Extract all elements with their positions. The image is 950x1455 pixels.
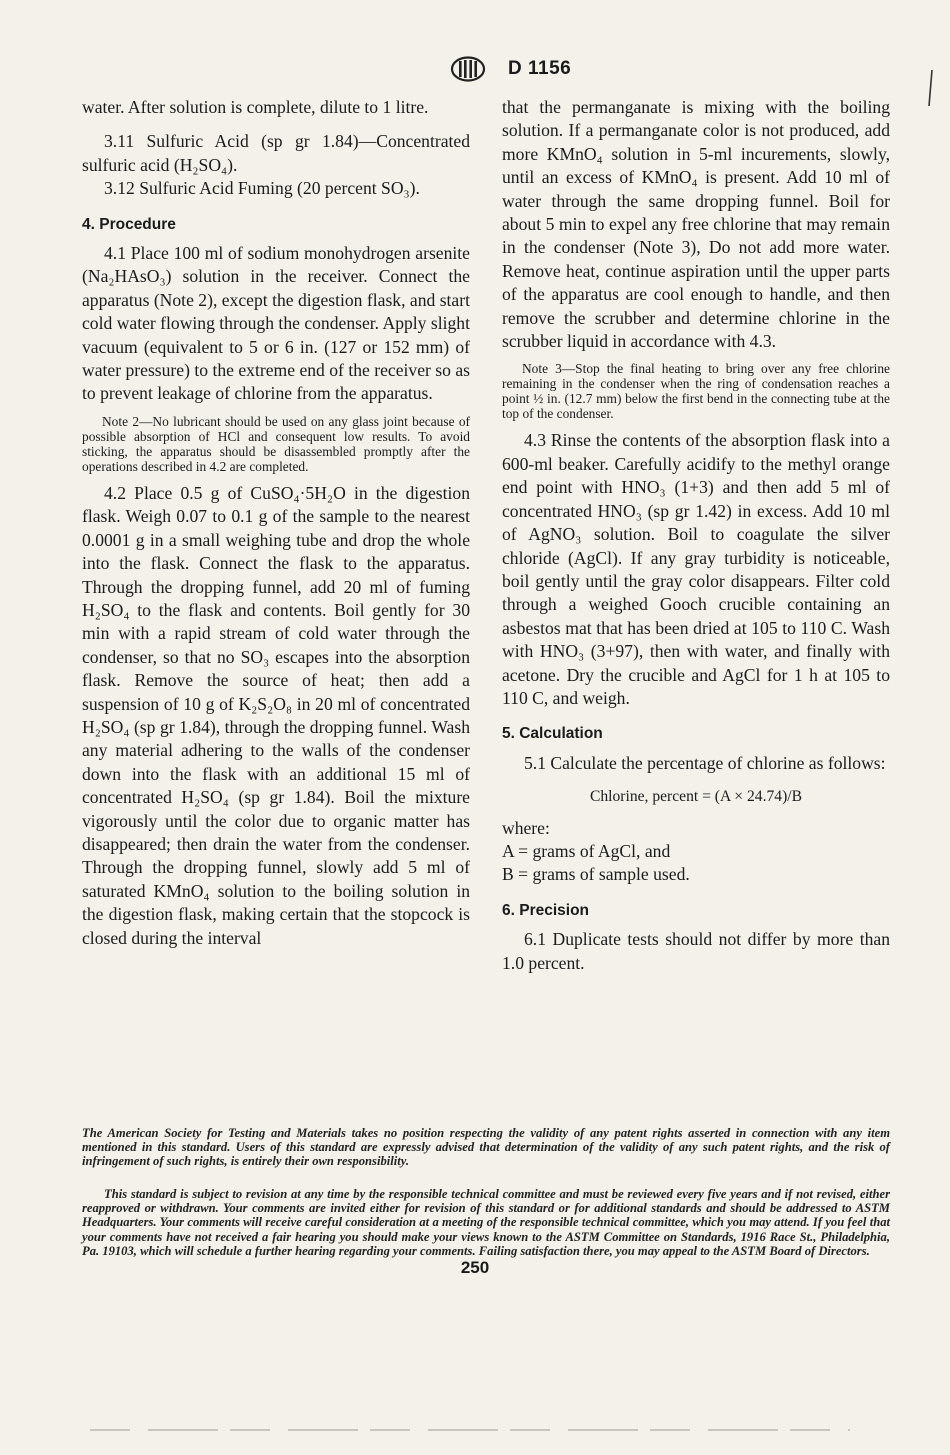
paragraph-5-1: 5.1 Calculate the percentage of chlorine as follows: bbox=[524, 752, 886, 773]
note-2: Note 2—No lubricant should be used on any glass joint because of possible absorption of HCl and consequent low results. To avoid sticking, the apparatus should be disassembled promptly after the operations described in 4.2 are completed. bbox=[82, 413, 470, 474]
paragraph-3-10-cont: water. After solution is complete, dilute to 1 litre. bbox=[82, 97, 429, 117]
patent-disclaimer: The American Society for Testing and Materials takes no position respecting the validity of any patent rights asserted in connection with any item mentioned in this standard. Users of this standard are expressly advised that determination of the validity of any such patent rights, and the risk of infringement of such rights, is entirely their own responsibility. bbox=[82, 1126, 890, 1169]
bottom-scan-rule bbox=[90, 1428, 850, 1432]
left-column bbox=[82, 96, 470, 950]
paragraph-6-1: 6.1 Duplicate tests should not differ by more than 1.0 percent. bbox=[502, 929, 890, 973]
chlorine-formula: Chlorine, percent = (A × 24.74)/B bbox=[589, 788, 803, 806]
astm-logo-icon bbox=[450, 56, 486, 82]
paragraph-4-2-cont: that the permanganate is mixing with the boiling solution. If a permanganate color is not produced, add more KMnO₄ solution in 5-ml incurements, slowly, until an excess of KMnO₄ is present. Add 10 ml of water through the same dropping funnel. Boil for about 5 min to expel any free chlorine that may remain in the condenser (Note 3), Do not add more water. Remove heat, continue aspiration until the upper parts of the apparatus are cool enough to handle, and then remove the scrubber and determine chlorine in the scrubber liquid in accordance with 4.3. bbox=[502, 97, 890, 352]
section-heading-precision: 6. Precision bbox=[502, 901, 590, 919]
formula-where: where: bbox=[502, 817, 550, 838]
formula-definition-b: B = grams of sample used. bbox=[502, 864, 690, 885]
paragraph-4-3: 4.3 Rinse the contents of the absorption flask into a 600-ml beaker. Carefully acidify to the methyl orange end point with HNO₃ (1+3) and then add 5 ml of concentrated HNO₃ (sp gr 1.42) in excess. Add 10 ml of AgNO₃ solution. Boil to coagulate the silver chloride (AgCl). If any gray turbidity is noticeable, boil gently until the gray color disappears. Filter cold through a weighed Gooch crucible containing an asbestos mat that has been dried at 105 to 110 C. Wash with HNO₃ (3+97), then with water, and finally with acetone. Dry the crucible and AgCl for 1 h at 105 to 110 C, and weigh. bbox=[502, 430, 890, 708]
section-heading-calculation: 5. Calculation bbox=[502, 725, 603, 743]
revision-notice: This standard is subject to revision at any time by the responsible technical committee and must be reviewed every five years and if not revised, either reapproved or withdrawn. Your comments are invited either for revision of this standard or for additional standards and should be addressed to ASTM Headquarters. Your comments will receive careful consideration at a meeting of the responsible technical committee, which you may attend. If you feel that your comments have not received a fair hearing you should make your views known to the ASTM Committee on Standards, 1916 Race St., Philadelphia, Pa. 19103, which will schedule a further hearing regarding your comments. Failing satisfaction there, you may appeal to the ASTM Board of Directors. bbox=[82, 1187, 890, 1258]
section-heading-procedure: 4. Procedure bbox=[82, 215, 176, 233]
page-header bbox=[0, 50, 950, 90]
page-number: 250 bbox=[460, 1258, 490, 1277]
right-column bbox=[502, 96, 890, 975]
note-3: Note 3—Stop the final heating to bring over any free chlorine remaining in the condenser when the ring of condensation reaches a point ½ in. (12.7 mm) below the first bend in the connecting tube at the top of the condenser. bbox=[502, 361, 890, 422]
page-edge-mark bbox=[928, 70, 934, 106]
paragraph-4-1: 4.1 Place 100 ml of sodium monohydrogen arsenite (Na₂HAsO₃) solution in the receiver. Connect the apparatus (Note 2), except the digestion flask, and start cold water flowing through the condenser. Apply slight vacuum (equivalent to 5 or 6 in. (127 or 152 mm) of water pressure) to the extreme end of the receiver so as to prevent leakage of chlorine from the apparatus. bbox=[82, 243, 470, 404]
paragraph-4-2: 4.2 Place 0.5 g of CuSO₄·5H₂O in the digestion flask. Weigh 0.07 to 0.1 g of the sample to the nearest 0.0001 g in a small weighing tube and drop the whole into the flask. Connect the flask to the apparatus. Through the dropping funnel, add 20 ml of fuming H₂SO₄ to the flask and contents. Boil gently for 30 min with a rapid stream of cold water through the condenser, so that no SO₃ escapes into the absorption flask. Remove the source of heat; then add a suspension of 10 g of K₂S₂O₈ in 20 ml of concentrated H₂SO₄ (sp gr 1.84), through the dropping funnel. Wash any material adhering to the walls of the condenser down into the flask with an additional 15 ml of concentrated H₂SO₄ (sp gr 1.84). Boil the mixture vigorously until the color due to organic matter has disappeared; then drain the water from the condenser. Through the dropping funnel, slowly add 5 ml of saturated KMnO₄ solution to the boiling solution in the digestion flask, making certain that the stopcock is closed during the interval bbox=[82, 482, 470, 948]
formula-definition-a: A = grams of AgCl, and bbox=[502, 840, 671, 861]
standard-designation: D 1156 bbox=[508, 58, 572, 79]
paragraph-3-11: 3.11 Sulfuric Acid (sp gr 1.84)—Concentrated sulfuric acid (H₂SO₄). bbox=[82, 131, 470, 175]
paragraph-3-12: 3.12 Sulfuric Acid Fuming (20 percent SO₃). bbox=[104, 178, 420, 199]
